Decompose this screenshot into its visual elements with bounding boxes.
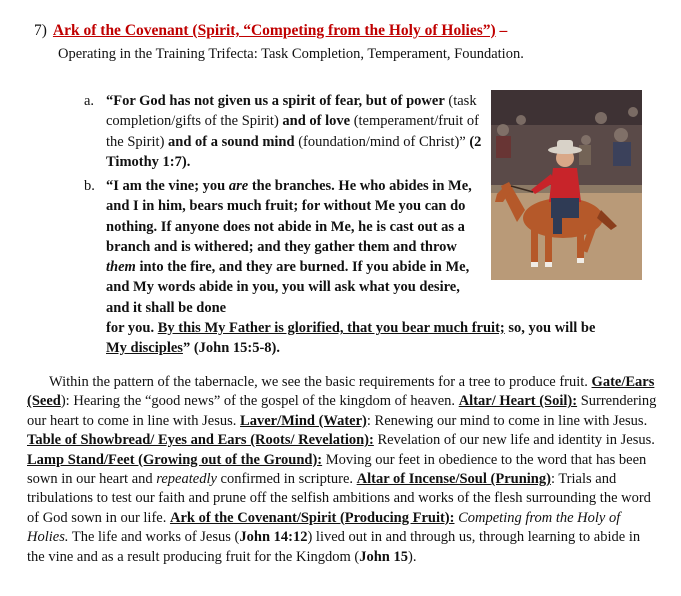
text-run: Competing from the Holy of Holies. [27,509,621,546]
text-run: Moving our feet in obedience to the word that has been sown in our heart and [27,451,647,488]
list-item-text [106,93,481,170]
text-run: Surrendering our heart to come in line with Jesus. [27,393,657,429]
list-item-b [84,176,486,318]
text-run: ) lived out in and through us, through learning to abide in the vine and as a result producing fruit for the Kingdom ( [27,529,641,565]
text-run: for you. [106,320,158,336]
text-run: ” (John 15:5-8). [182,340,281,357]
text-run: Gate/Ears (Seed [27,374,655,410]
list-marker: a. [84,93,95,109]
text-run: ). [407,548,417,565]
section-subheading: Operating in the Training Trifecta: Task Completion, Temperament, Foundation. [58,46,524,62]
text-run: into the fire, and they are burned. If you abide in Me, and My words abide in you, you will ask what you desire, and it shall be done [106,259,470,316]
text-run: Altar of Incense/Soul (Pruning) [356,471,551,488]
summary-paragraph [27,373,657,567]
horse-and-rider-photo [491,90,642,280]
text-run: so, you will be [504,320,596,336]
list-item-text [106,178,472,316]
text-run: Altar/ Heart (Soil): [458,393,578,410]
text-run: : Trials and tribulations to test our faith and prune off the selfish ambitions and works of the flesh surrounding the word of God sown in our life. [27,471,651,526]
text-run: The life and works of Jesus ( [68,529,240,546]
list-item-b-continuation [106,318,666,359]
text-run: repeatedly [156,471,217,488]
text-run: Table of Showbread/ Eyes and Ears (Roots/ Revelation): [27,432,374,449]
text-run: ): Hearing the “good news” of the gospel of the kingdom of heaven. [60,393,459,410]
text-run: (foundation/mind of Christ)” [294,133,470,150]
text-run: Within the pattern of the tabernacle, we see the basic requirements for a tree to produce fruit. [49,374,592,390]
text-run: them [106,259,136,276]
text-run: “For God has not given us a spirit of fear, but of power [106,93,445,109]
section-title: Ark of the Covenant (Spirit, “Competing from the Holy of Holies”) [52,22,496,39]
text-run: My disciples [106,340,183,357]
text-run: John 15 [359,548,408,565]
text-run: (2 Timothy 1:7). [106,133,482,170]
text-run: and of love [282,113,351,130]
text-run: confirmed in scripture. [216,471,357,488]
text-run: John 14:12 [239,529,308,546]
text-run: (temperament/fruit of the Spirit) [106,113,479,150]
section-title-dash: – [495,22,508,39]
list-item-continuation-line [106,338,666,358]
section-number: 7) [34,22,47,39]
text-run: Lamp Stand/Feet (Growing out of the Ground): [27,451,323,468]
text-run: Revelation of our new life and identity in Jesus. [373,432,655,449]
text-run: (task completion/gifts of the Spirit) [106,93,477,130]
list-item-a [84,91,486,172]
list-item-continuation-line [106,318,666,338]
text-run: Ark of the Covenant/Spirit (Producing Fruit): [169,509,455,526]
list-marker: b. [84,178,95,194]
text-run: “I am the vine; you [106,178,229,194]
text-run: are [228,178,249,194]
section-heading [34,21,507,41]
text-run: the branches. He who abides in Me, and I in him, bears much fruit; for without Me you can do nothing. If anyone does not abide in Me, he is cast out as a branch and is withered; and they gather them and throw [106,178,472,255]
text-run: Laver/Mind (Water) [240,412,367,429]
text-run: and of a sound mind [168,133,295,150]
text-run: : Renewing our mind to come in line with Jesus. [366,412,648,429]
text-run: By this My Father is glorified, that you bear much fruit; [157,320,505,336]
photo-illustration [491,90,642,280]
